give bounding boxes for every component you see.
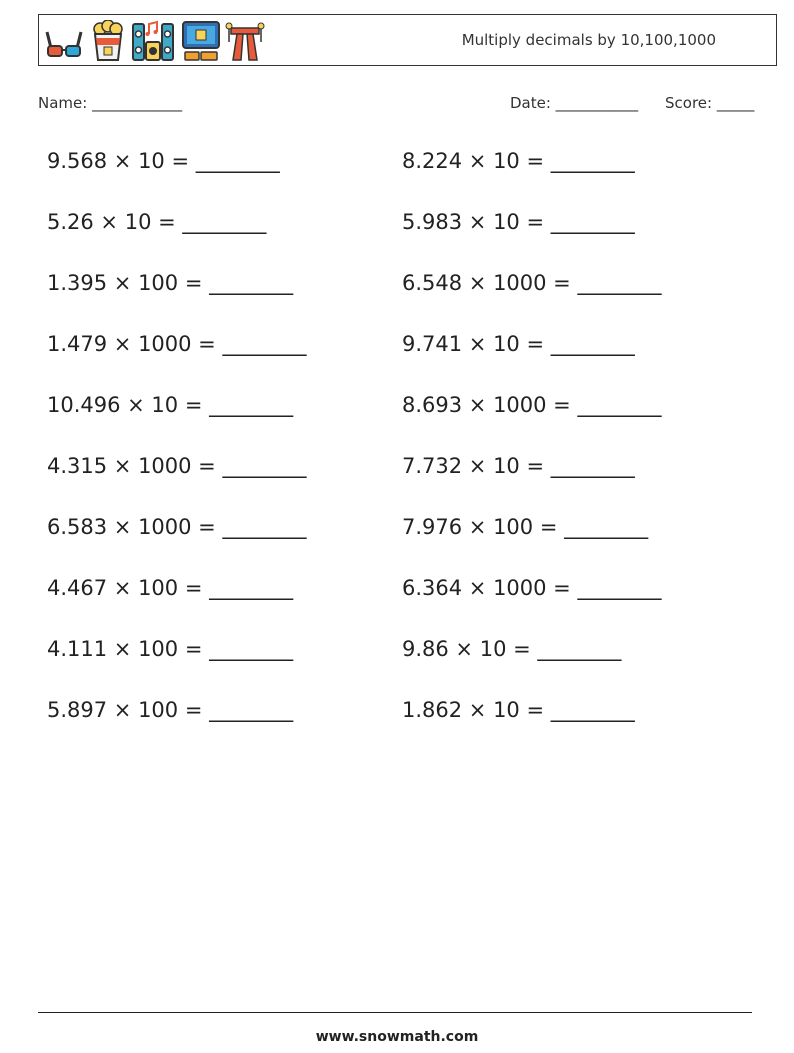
3d-glasses-icon [43,20,85,62]
math-problem: 5.983 × 10 = ________ [402,210,635,234]
math-problem: 6.364 × 1000 = ________ [402,576,662,600]
math-problem: 1.479 × 1000 = ________ [47,332,307,356]
stage-icon [225,20,265,62]
math-problem: 7.976 × 100 = ________ [402,515,649,539]
worksheet-header [38,14,777,66]
speakers-icon [131,20,175,62]
math-problem: 1.395 × 100 = ________ [47,271,294,295]
worksheet-title: Multiply decimals by 10,100,1000 [461,31,716,49]
footer-divider [38,1012,752,1013]
math-problem: 8.693 × 1000 = ________ [402,393,662,417]
tv-icon [181,20,221,62]
math-problem: 10.496 × 10 = ________ [47,393,294,417]
date-field: Date: ___________ [510,94,639,112]
score-field: Score: _____ [665,94,755,112]
math-problem: 6.583 × 1000 = ________ [47,515,307,539]
math-problem: 4.315 × 1000 = ________ [47,454,307,478]
math-problem: 7.732 × 10 = ________ [402,454,635,478]
math-problem: 9.741 × 10 = ________ [402,332,635,356]
footer-site: www.snowmath.com [315,1029,479,1045]
math-problem: 5.26 × 10 = ________ [47,210,267,234]
math-problem: 4.111 × 100 = ________ [47,637,294,661]
math-problem: 6.548 × 1000 = ________ [402,271,662,295]
popcorn-icon [91,20,125,62]
math-problem: 9.568 × 10 = ________ [47,149,280,173]
math-problem: 9.86 × 10 = ________ [402,637,622,661]
math-problem: 1.862 × 10 = ________ [402,698,635,722]
name-field: Name: ____________ [38,94,183,112]
math-problem: 8.224 × 10 = ________ [402,149,635,173]
math-problem: 5.897 × 100 = ________ [47,698,294,722]
math-problem: 4.467 × 100 = ________ [47,576,294,600]
